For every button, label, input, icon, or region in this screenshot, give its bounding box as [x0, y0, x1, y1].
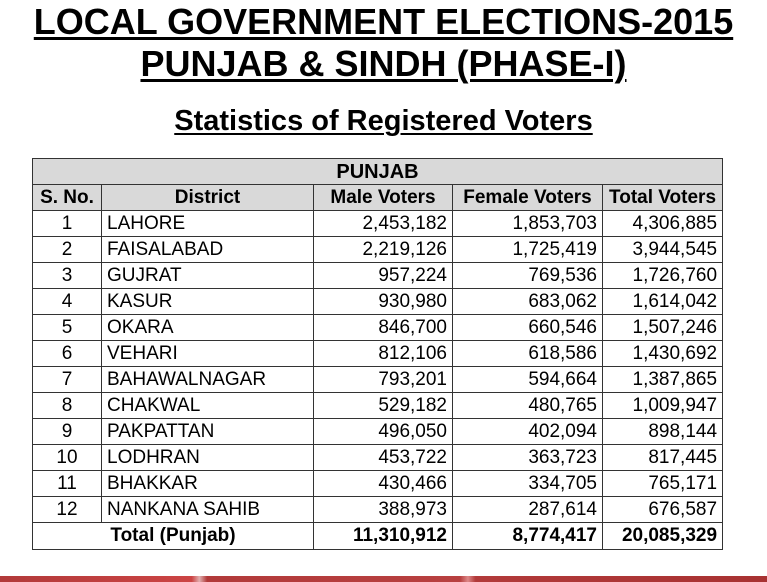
cell-total-voters: 1,726,760 — [603, 263, 723, 289]
cell-sno: 4 — [33, 289, 102, 315]
cell-district: NANKANA SAHIB — [102, 497, 314, 523]
cell-sno: 7 — [33, 367, 102, 393]
cell-sno: 12 — [33, 497, 102, 523]
cell-total-voters: 898,144 — [603, 419, 723, 445]
column-header-total-voters: Total Voters — [603, 185, 723, 211]
total-all-voters: 20,085,329 — [603, 523, 723, 550]
cell-female-voters: 287,614 — [453, 497, 603, 523]
cell-sno: 8 — [33, 393, 102, 419]
cell-male-voters: 957,224 — [314, 263, 453, 289]
cell-male-voters: 453,722 — [314, 445, 453, 471]
cell-total-voters: 3,944,545 — [603, 237, 723, 263]
column-header-female-voters: Female Voters — [453, 185, 603, 211]
cell-male-voters: 430,466 — [314, 471, 453, 497]
cell-sno: 5 — [33, 315, 102, 341]
cell-female-voters: 334,705 — [453, 471, 603, 497]
section-title: PUNJAB — [33, 159, 723, 185]
cell-total-voters: 1,430,692 — [603, 341, 723, 367]
cell-total-voters: 765,171 — [603, 471, 723, 497]
title-line1-text: LOCAL GOVERNMENT ELECTIONS-2015 — [33, 1, 734, 42]
cell-sno: 10 — [33, 445, 102, 471]
table-body — [33, 211, 723, 523]
cell-sno: 11 — [33, 471, 102, 497]
table-row — [33, 289, 723, 315]
cell-male-voters: 793,201 — [314, 367, 453, 393]
subtitle-text: Statistics of Registered Voters — [174, 105, 593, 137]
cell-district: CHAKWAL — [102, 393, 314, 419]
cell-district: VEHARI — [102, 341, 314, 367]
cell-female-voters: 660,546 — [453, 315, 603, 341]
title-line2-text: PUNJAB & SINDH (PHASE-I) — [140, 43, 627, 84]
cell-total-voters: 1,614,042 — [603, 289, 723, 315]
cell-male-voters: 930,980 — [314, 289, 453, 315]
table-row — [33, 315, 723, 341]
cell-total-voters: 1,507,246 — [603, 315, 723, 341]
cell-district: PAKPATTAN — [102, 419, 314, 445]
cell-district: BHAKKAR — [102, 471, 314, 497]
table-row — [33, 367, 723, 393]
cell-male-voters: 2,219,126 — [314, 237, 453, 263]
cell-total-voters: 1,009,947 — [603, 393, 723, 419]
window-bottom-bar — [0, 576, 767, 582]
table-row — [33, 497, 723, 523]
total-female-voters: 8,774,417 — [453, 523, 603, 550]
table-row — [33, 471, 723, 497]
cell-male-voters: 846,700 — [314, 315, 453, 341]
column-header-male-voters: Male Voters — [314, 185, 453, 211]
cell-total-voters: 1,387,865 — [603, 367, 723, 393]
cell-female-voters: 363,723 — [453, 445, 603, 471]
cell-district: KASUR — [102, 289, 314, 315]
column-header-district: District — [102, 185, 314, 211]
table-row — [33, 419, 723, 445]
cell-male-voters: 812,106 — [314, 341, 453, 367]
table-row — [33, 263, 723, 289]
cell-male-voters: 496,050 — [314, 419, 453, 445]
table-column-headers — [33, 185, 723, 211]
cell-sno: 2 — [33, 237, 102, 263]
cell-male-voters: 388,973 — [314, 497, 453, 523]
cell-sno: 1 — [33, 211, 102, 237]
table-row — [33, 393, 723, 419]
cell-female-voters: 683,062 — [453, 289, 603, 315]
document-title-line2 — [0, 44, 767, 84]
cell-district: LODHRAN — [102, 445, 314, 471]
cell-district: LAHORE — [102, 211, 314, 237]
cell-male-voters: 2,453,182 — [314, 211, 453, 237]
cell-female-voters: 618,586 — [453, 341, 603, 367]
cell-district: OKARA — [102, 315, 314, 341]
column-header-sno: S. No. — [33, 185, 102, 211]
document-subtitle — [0, 104, 767, 138]
cell-district: GUJRAT — [102, 263, 314, 289]
cell-district: BAHAWALNAGAR — [102, 367, 314, 393]
cell-female-voters: 769,536 — [453, 263, 603, 289]
document-title-line1 — [0, 2, 767, 42]
cell-total-voters: 817,445 — [603, 445, 723, 471]
cell-male-voters: 529,182 — [314, 393, 453, 419]
cell-total-voters: 4,306,885 — [603, 211, 723, 237]
voters-statistics-table — [32, 158, 723, 550]
cell-female-voters: 594,664 — [453, 367, 603, 393]
cell-female-voters: 480,765 — [453, 393, 603, 419]
table-section-header — [33, 159, 723, 185]
table-row — [33, 237, 723, 263]
total-label: Total (Punjab) — [33, 523, 314, 550]
cell-female-voters: 402,094 — [453, 419, 603, 445]
total-male-voters: 11,310,912 — [314, 523, 453, 550]
table-total-row — [33, 523, 723, 550]
cell-female-voters: 1,725,419 — [453, 237, 603, 263]
table-row — [33, 445, 723, 471]
table-row — [33, 341, 723, 367]
cell-sno: 3 — [33, 263, 102, 289]
cell-district: FAISALABAD — [102, 237, 314, 263]
cell-total-voters: 676,587 — [603, 497, 723, 523]
cell-female-voters: 1,853,703 — [453, 211, 603, 237]
cell-sno: 6 — [33, 341, 102, 367]
cell-sno: 9 — [33, 419, 102, 445]
table-row — [33, 211, 723, 237]
